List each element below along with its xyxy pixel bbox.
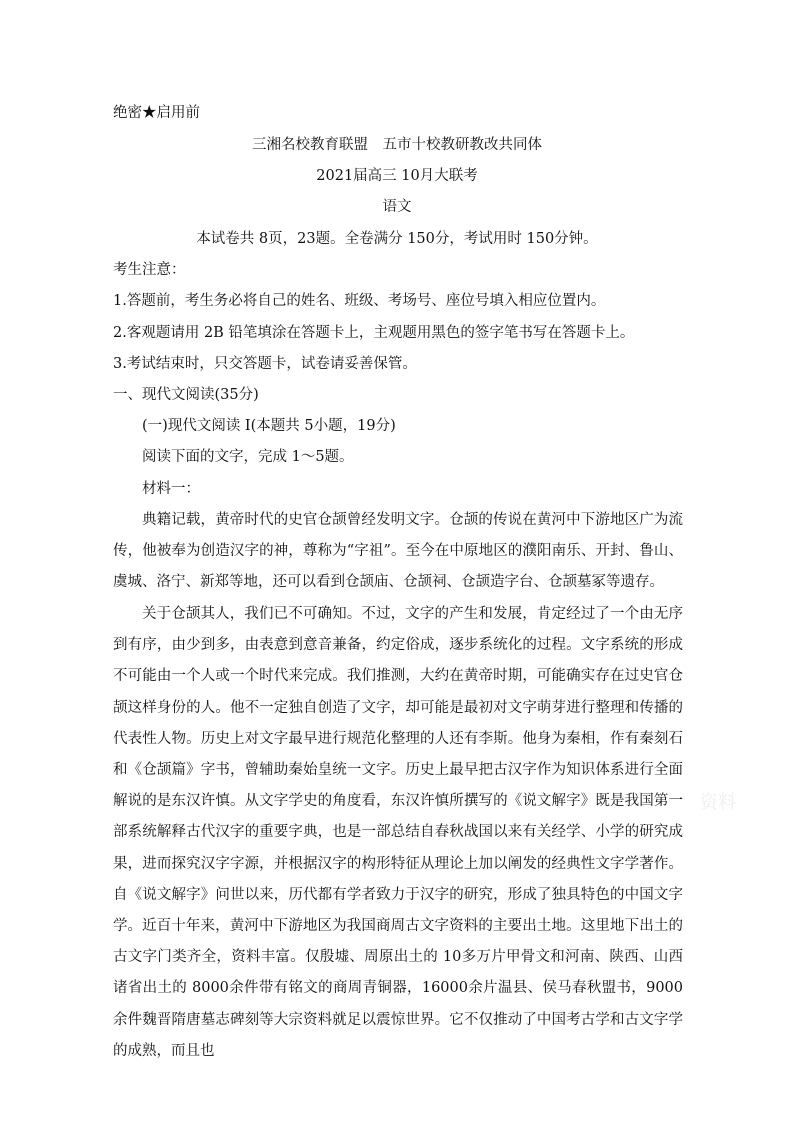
exam-info: 本试卷共 8页，23题。全卷满分 150分，考试用时 150分钟。: [196, 231, 598, 247]
material-label: 材料一：: [142, 481, 200, 497]
material-paragraph: 典籍记载，黄帝时代的史官仓颉曾经发明文字。仓颉的传说在黄河中下游地区广为流传，他被奉为创造汉字的神，尊称为“字祖”。至今在中原地区的濮阳南乐、开封、鲁山、虞城、洛宁、新郑等地，还可以看到仓颉庙、仓颉祠、仓颉造字台、仓颉墓冢等遗存。: [113, 512, 683, 591]
notes-title: 考生注意：: [113, 262, 186, 278]
material-paragraph: 近百十年来，黄河中下游地区为我国商周古文字资料的主要出土地。这里地下出土的古文字门类齐全，资料丰富。仅殷墟、周原出土的 10多万片甲骨文和河南、陕西、山西诸省出土的 8000余件带有铭文的商周青铜器，16000余片温县、侯马春秋盟书，9000余件魏晋隋唐墓志碑刻等大宗资料就足以震惊世界。它不仅推动了中国考古学和古文字学的成熟，而且也: [113, 918, 683, 1059]
secret-mark: 绝密★启用前: [113, 105, 200, 121]
exam-name: 2021届高三 10月大联考: [316, 168, 478, 184]
section-title: 一、现代文阅读(35分): [113, 387, 259, 403]
material-paragraph: 关于仓颉其人，我们已不可确知。不过，文字的产生和发展，肯定经过了一个由无序到有序，由少到多，由表意到意音兼备，约定俗成，逐步系统化的过程。文字系统的形成不可能由一个人或一个时代来完成。我们推测，大约在黄帝时期，可能确实存在过史官仓颉这样身份的人。他不一定独自创造了文字，却可能是最初对文字萌芽进行整理和传播的代表性人物。历史上对文字最早进行规范化整理的人还有李斯。他身为秦相，作有秦刻石和《仓颉篇》字书，曾辅助秦始皇统一文字。历史上最早把古汉字作为知识体系进行全面解说的是东汉许慎。从文字学史的角度看，东汉许慎所撰写的《说文解字》既是我国第一部系统解释古代汉字的重要字典，也是一部总结自春秋战国以来有关经学、小学的研究成果，进而探究汉字字源，并根据汉字的构形特征从理论上加以阐发的经典性文字学著作。自《说文解字》问世以来，历代都有学者致力于汉字的研究，形成了独具特色的中国文字学。: [113, 606, 683, 935]
reading-instruction: 阅读下面的文字，完成 1～5题。: [142, 449, 354, 465]
note-item: 2.客观题请用 2B 铅笔填涂在答题卡上，主观题用黑色的签字笔书写在答题卡上。: [113, 325, 635, 341]
subsection-title: (一)现代文阅读 I(本题共 5小题，19分): [142, 418, 396, 434]
note-item: 3.考试结束时，只交答题卡，试卷请妥善保管。: [113, 356, 417, 372]
subject-title: 语文: [382, 199, 412, 215]
note-item: 1.答题前，考生务必将自己的姓名、班级、考场号、座位号填入相应位置内。: [113, 293, 606, 309]
faint-watermark: 资料: [700, 792, 736, 813]
alliance-title: 三湘名校教育联盟 五市十校教研教改共同体: [252, 137, 542, 153]
